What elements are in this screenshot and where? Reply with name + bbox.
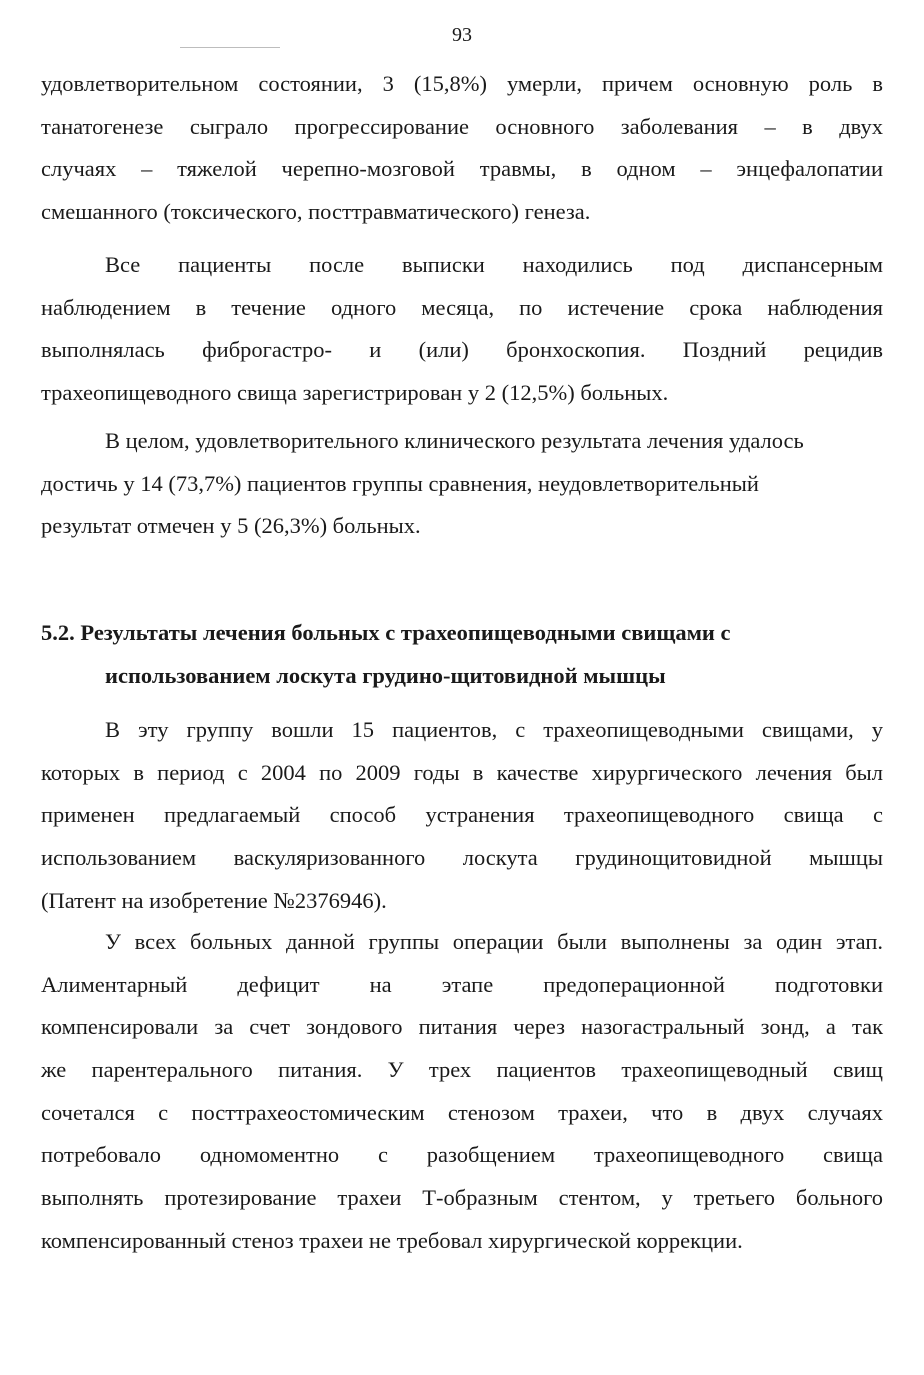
text-line: У всех больных данной группы операции были выполнены за один этап. <box>105 929 883 954</box>
paragraph-summary <box>41 420 883 548</box>
scan-speck <box>180 47 280 48</box>
paragraph-group-description <box>41 709 883 922</box>
paragraph-follow-up <box>41 244 883 415</box>
text-line: применен предлагаемый способ устранения трахеопищеводного свища с <box>41 802 883 828</box>
text-line: смешанного (токсического, посттравматического) генеза. <box>41 199 591 225</box>
heading-line: использованием лоскута грудино-щитовидной мышцы <box>105 662 666 688</box>
text-line: Все пациенты после выписки находились под диспансерным <box>105 252 883 277</box>
text-line: результат отмечен у 5 (26,3%) больных. <box>41 513 421 539</box>
text-line: (Патент на изобретение №2376946). <box>41 887 387 913</box>
text-line: В целом, удовлетворительного клинического результата лечения удалось <box>105 428 804 453</box>
text-line: которых в период с 2004 по 2009 годы в качестве хирургического лечения был <box>41 759 883 785</box>
text-line: Алиментарный дефицит на этапе предоперационной подготовки <box>41 971 883 997</box>
text-line: же парентерального питания. У трех пациентов трахеопищеводный свищ <box>41 1057 883 1083</box>
page-number: 93 <box>452 24 472 46</box>
text-line: использованием васкуляризованного лоскута грудинощитовидной мышцы <box>41 845 883 871</box>
text-line: компенсировали за счет зондового питания через назогастральный зонд, а так <box>41 1014 883 1040</box>
text-line: танатогенезе сыграло прогрессирование основного заболевания – в двух <box>41 113 883 139</box>
heading-line: 5.2. Результаты лечения больных с трахеопищеводными свищами с <box>41 620 731 645</box>
text-line: достичь у 14 (73,7%) пациентов группы сравнения, неудовлетворительный <box>41 470 759 496</box>
text-line: В эту группу вошли 15 пациентов, с трахеопищеводными свищами, у <box>105 717 883 742</box>
text-line: выполнять протезирование трахеи Т-образным стентом, у третьего больного <box>41 1185 883 1211</box>
text-line: наблюдением в течение одного месяца, по истечение срока наблюдения <box>41 294 883 320</box>
section-heading <box>41 612 883 697</box>
text-line: компенсированный стеноз трахеи не требовал хирургической коррекции. <box>41 1227 743 1253</box>
text-line: сочетался с посттрахеостомическим стенозом трахеи, что в двух случаях <box>41 1099 883 1125</box>
text-line: потребовало одномоментно с разобщением трахеопищеводного свища <box>41 1142 883 1168</box>
paragraph-operation-details <box>41 921 883 1263</box>
paragraph-continuation <box>41 63 883 234</box>
text-line: случаях – тяжелой черепно-мозговой травмы, в одном – энцефалопатии <box>41 156 883 182</box>
text-line: удовлетворительном состоянии, 3 (15,8%) умерли, причем основную роль в <box>41 71 883 96</box>
text-line: выполнялась фиброгастро- и (или) бронхоскопия. Поздний рецидив <box>41 337 883 363</box>
text-line: трахеопищеводного свища зарегистрирован у 2 (12,5%) больных. <box>41 380 669 406</box>
